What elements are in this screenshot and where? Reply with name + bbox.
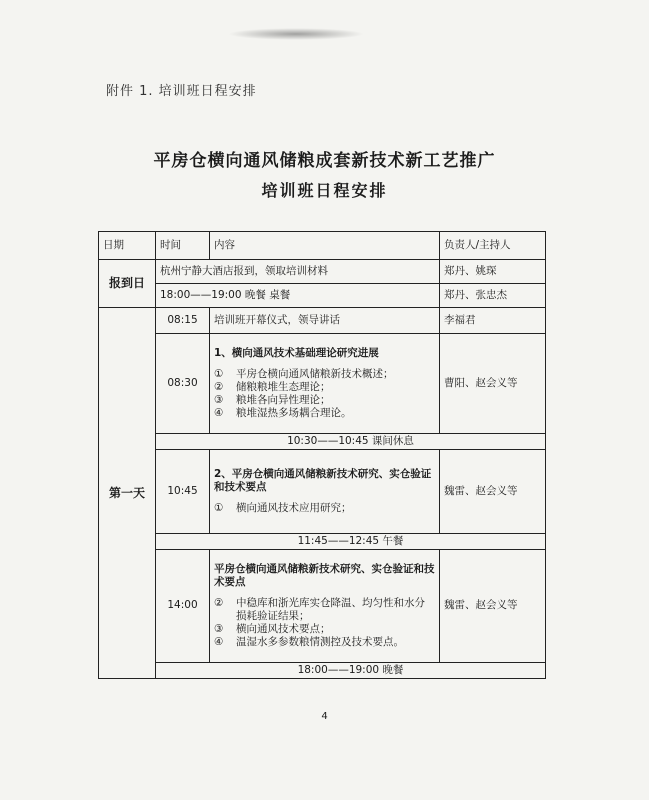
header-date: 日期 xyxy=(99,232,156,260)
time-cell: 08:15 xyxy=(156,308,210,334)
session-content xyxy=(210,334,440,434)
item-text: 储粮粮堆生态理论； xyxy=(236,380,331,393)
day-one: 第一天 xyxy=(99,308,156,679)
scan-smudge xyxy=(228,28,364,40)
table-row xyxy=(99,434,546,450)
document-title: 平房仓横向通风储粮成套新技术新工艺推广 xyxy=(153,151,496,171)
header-time: 时间 xyxy=(156,232,210,260)
list-item xyxy=(214,394,435,407)
day-checkin: 报到日 xyxy=(99,260,156,308)
table-row xyxy=(99,260,546,284)
attachment-label: 附件 1. 培训班日程安排 xyxy=(106,84,257,99)
item-text: 粮堆各向异性理论； xyxy=(236,394,331,407)
session-person: 魏雷、赵会义等 xyxy=(440,450,546,534)
item-text: 平房仓横向通风储粮新技术概述； xyxy=(236,367,394,380)
topic-title: 1、横向通风技术基础理论研究进展 xyxy=(214,346,379,359)
checkin-person: 郑丹、姚琛 xyxy=(440,260,546,284)
session-person: 魏雷、赵会义等 xyxy=(440,550,546,663)
list-item xyxy=(214,623,435,636)
item-number: ① xyxy=(214,502,224,515)
header-person: 负责人/主持人 xyxy=(440,232,546,260)
item-number: ④ xyxy=(214,636,224,649)
list-item xyxy=(214,636,435,649)
table-row xyxy=(99,534,546,550)
time-cell: 08:30 xyxy=(156,334,210,434)
list-item xyxy=(214,381,435,394)
session-person: 李福君 xyxy=(440,308,546,334)
item-text: 粮堆湿热多场耦合理论。 xyxy=(236,407,352,420)
document-subtitle: 培训班日程安排 xyxy=(261,181,388,200)
list-item xyxy=(214,502,435,515)
schedule-table xyxy=(98,231,546,679)
session-content xyxy=(210,550,440,663)
session-content: 培训班开幕仪式，领导讲话 xyxy=(210,308,440,334)
table-row xyxy=(99,308,546,334)
table-header-row xyxy=(99,232,546,260)
break-row: 10:30——10:45 课间休息 xyxy=(156,434,546,450)
table-row xyxy=(99,663,546,679)
item-text: 中稳库和浙光库实仓降温、均匀性和水分损耗验证结果； xyxy=(236,596,425,622)
table-row xyxy=(99,450,546,534)
item-number: ③ xyxy=(214,623,224,636)
topic-title: 平房仓横向通风储粮新技术研究、实仓验证和技术要点 xyxy=(214,562,435,588)
session-content xyxy=(210,450,440,534)
topic-title: 2、平房仓横向通风储粮新技术研究、实仓验证和技术要点 xyxy=(214,467,432,493)
item-number: ② xyxy=(214,596,224,609)
item-number: ② xyxy=(214,380,224,393)
checkin-dinner-person: 郑丹、张忠杰 xyxy=(440,284,546,308)
list-item xyxy=(214,368,435,381)
session-person: 曹阳、赵会义等 xyxy=(440,334,546,434)
item-number: ③ xyxy=(214,394,224,407)
checkin-dinner: 18:00——19:00 晚餐 桌餐 xyxy=(156,284,440,308)
time-cell: 10:45 xyxy=(156,450,210,534)
table-row xyxy=(99,284,546,308)
time-cell: 14:00 xyxy=(156,550,210,663)
list-item xyxy=(214,407,435,420)
item-text: 横向通风技术应用研究； xyxy=(236,502,352,515)
header-content: 内容 xyxy=(210,232,440,260)
page-number: 4 xyxy=(321,711,328,722)
item-number: ④ xyxy=(214,407,224,420)
list-item xyxy=(214,597,435,623)
item-number: ① xyxy=(214,367,224,380)
break-row: 11:45——12:45 午餐 xyxy=(156,534,546,550)
table-row xyxy=(99,334,546,434)
table-row xyxy=(99,550,546,663)
item-text: 横向通风技术要点； xyxy=(236,623,331,636)
break-row: 18:00——19:00 晚餐 xyxy=(156,663,546,679)
checkin-content: 杭州宁静大酒店报到，领取培训材料 xyxy=(156,260,440,284)
item-text: 温湿水多参数粮情测控及技术要点。 xyxy=(236,636,404,649)
